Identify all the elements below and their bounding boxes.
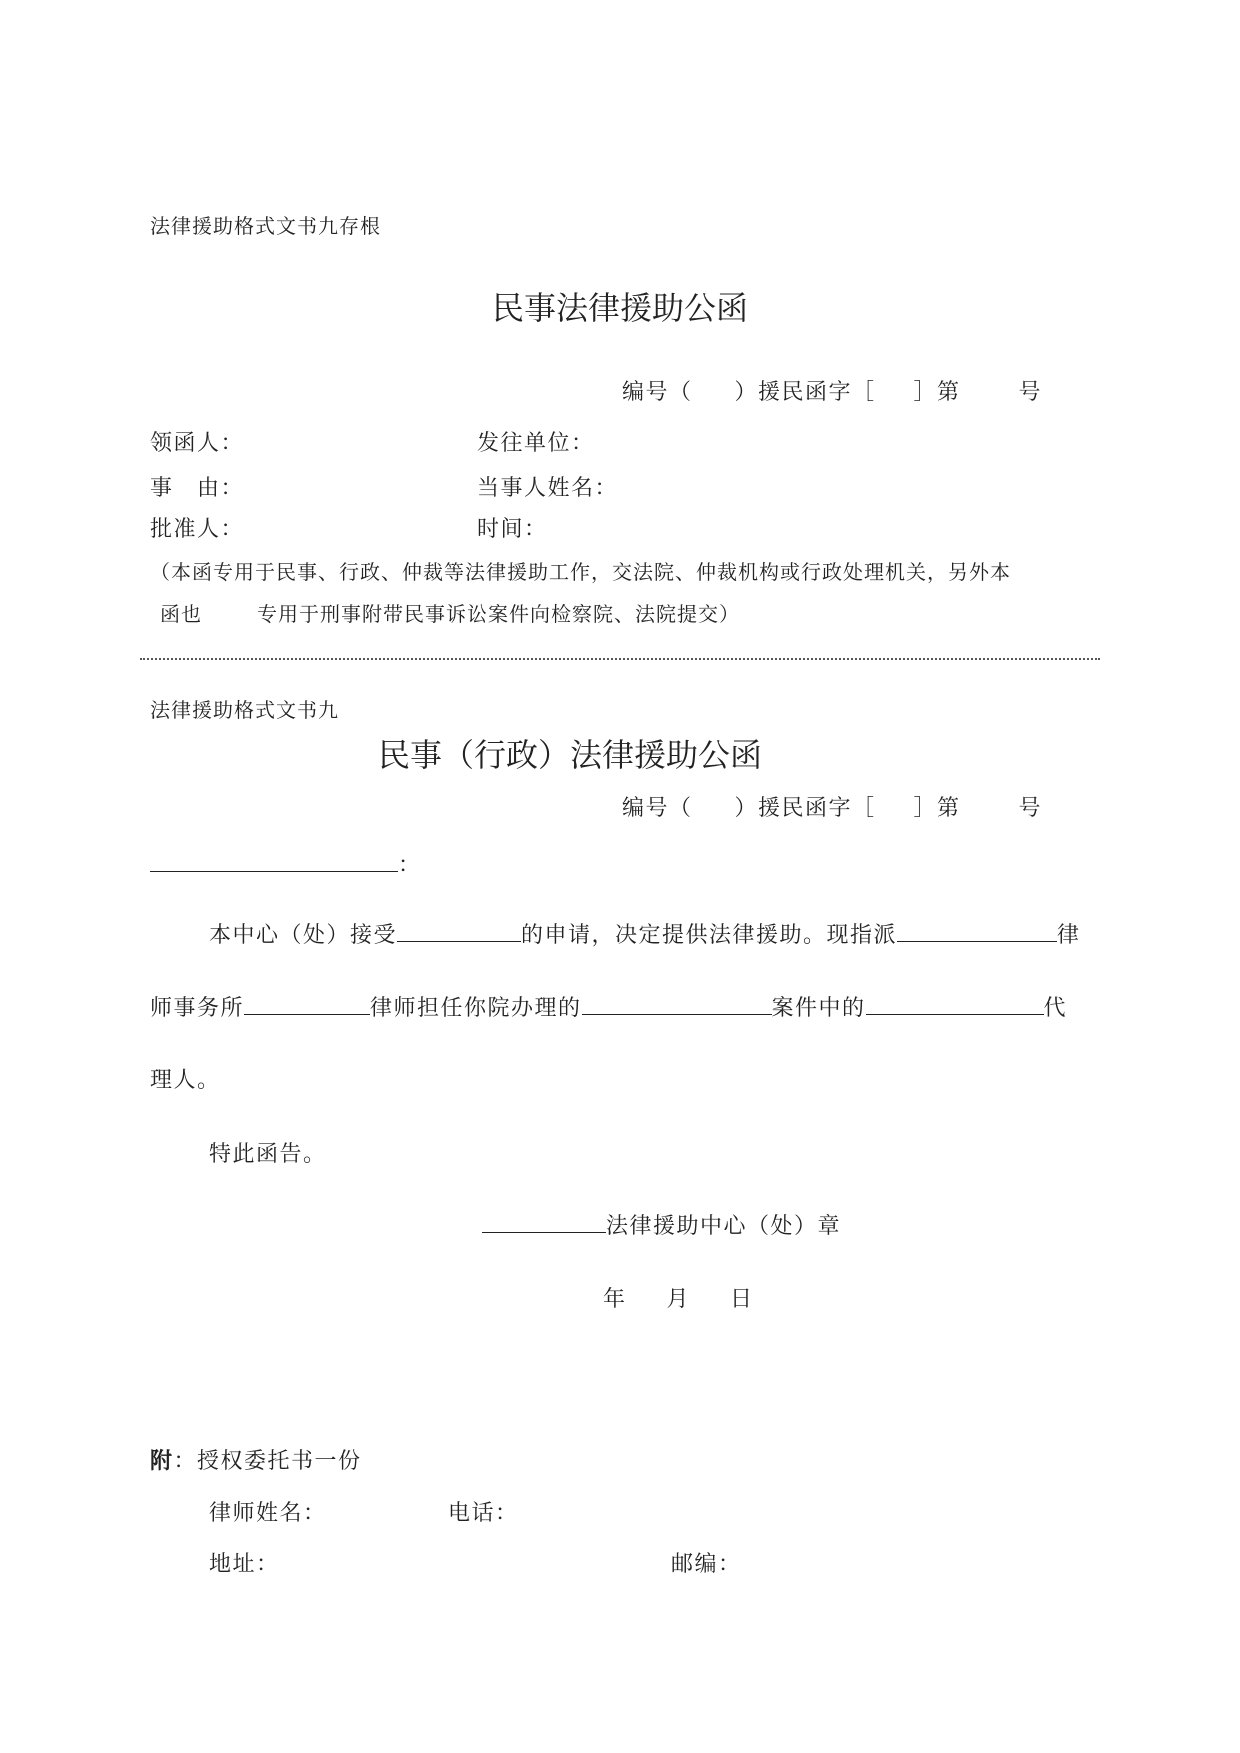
postcode-label: 邮编：	[671, 1552, 742, 1577]
stub-party-name-label: 当事人姓名：	[477, 476, 619, 501]
phone-label: 电话：	[448, 1501, 519, 1526]
number-mid: ）援民函字［	[734, 796, 876, 821]
addressee-line	[150, 847, 422, 879]
note-line2-b: 专用于刑事附带民事诉讼案件向检察院、法院提交）	[257, 602, 740, 626]
tear-line	[140, 658, 1100, 660]
address-label: 地址：	[209, 1552, 280, 1577]
note-line2-a: 函也	[160, 602, 202, 626]
attachment-prefix: 附	[150, 1448, 174, 1474]
stub-approver-label: 批准人：	[150, 517, 245, 542]
p2-text-c: 案件中的	[771, 996, 866, 1021]
stub-reason-label: 事 由：	[150, 476, 245, 501]
body-paragraph-2	[150, 990, 1067, 1022]
number-hao: 号	[1018, 380, 1043, 405]
seal-blank[interactable]	[482, 1208, 606, 1233]
attachment-text: ：授权委托书一份	[173, 1449, 362, 1474]
p2-text-a: 师事务所	[150, 996, 245, 1021]
body-paragraph-1	[209, 917, 1081, 949]
number-hao: 号	[1018, 796, 1043, 821]
lawyer-name-label: 律师姓名：	[209, 1501, 327, 1526]
body-paragraph-4: 特此函告。	[209, 1142, 327, 1167]
attachment-line	[150, 1444, 362, 1475]
seal-line	[482, 1208, 841, 1240]
stub-send-to-label: 发往单位：	[477, 431, 595, 456]
letter-number-line	[622, 791, 1042, 822]
letter-title: 民事（行政）法律援助公函	[377, 736, 762, 774]
addressee-colon: ：	[398, 853, 422, 878]
p2-text-d: 代	[1043, 996, 1068, 1021]
date-year: 年	[603, 1287, 627, 1312]
stub-title: 民事法律援助公函	[491, 289, 748, 327]
number-prefix: 编号（	[622, 380, 693, 405]
date-day: 日	[730, 1287, 754, 1312]
number-suffix: ］第	[913, 380, 961, 405]
letter-form-label: 法律援助格式文书九	[150, 698, 339, 722]
law-firm-blank[interactable]	[897, 917, 1057, 942]
lawyer-blank[interactable]	[244, 990, 370, 1015]
number-prefix: 编号（	[622, 796, 693, 821]
number-suffix: ］第	[913, 796, 961, 821]
p1-text-b: 的申请，决定提供法律援助。现指派	[521, 923, 898, 948]
p1-text-c: 律	[1057, 923, 1081, 948]
date-month: 月	[666, 1287, 691, 1312]
p1-text-a: 本中心（处）接受	[209, 923, 398, 948]
applicant-blank[interactable]	[397, 917, 521, 942]
date-line	[603, 1282, 754, 1313]
number-mid: ）援民函字［	[734, 380, 876, 405]
stub-number-line	[622, 375, 1042, 406]
seal-text: 法律援助中心（处）章	[606, 1214, 842, 1239]
stub-note-line1: （本函专用于民事、行政、仲裁等法律援助工作，交法院、仲裁机构或行政处理机关，另外本	[150, 560, 1011, 584]
body-paragraph-3: 理人。	[150, 1068, 221, 1093]
stub-recipient-label: 领函人：	[150, 431, 245, 456]
role-blank[interactable]	[866, 990, 1044, 1015]
stub-note-line2	[160, 598, 740, 627]
p2-text-b: 律师担任你院办理的	[370, 996, 582, 1021]
case-blank[interactable]	[582, 990, 772, 1015]
stub-time-label: 时间：	[477, 517, 548, 542]
stub-form-label: 法律援助格式文书九存根	[150, 214, 381, 238]
addressee-blank[interactable]	[150, 847, 398, 872]
